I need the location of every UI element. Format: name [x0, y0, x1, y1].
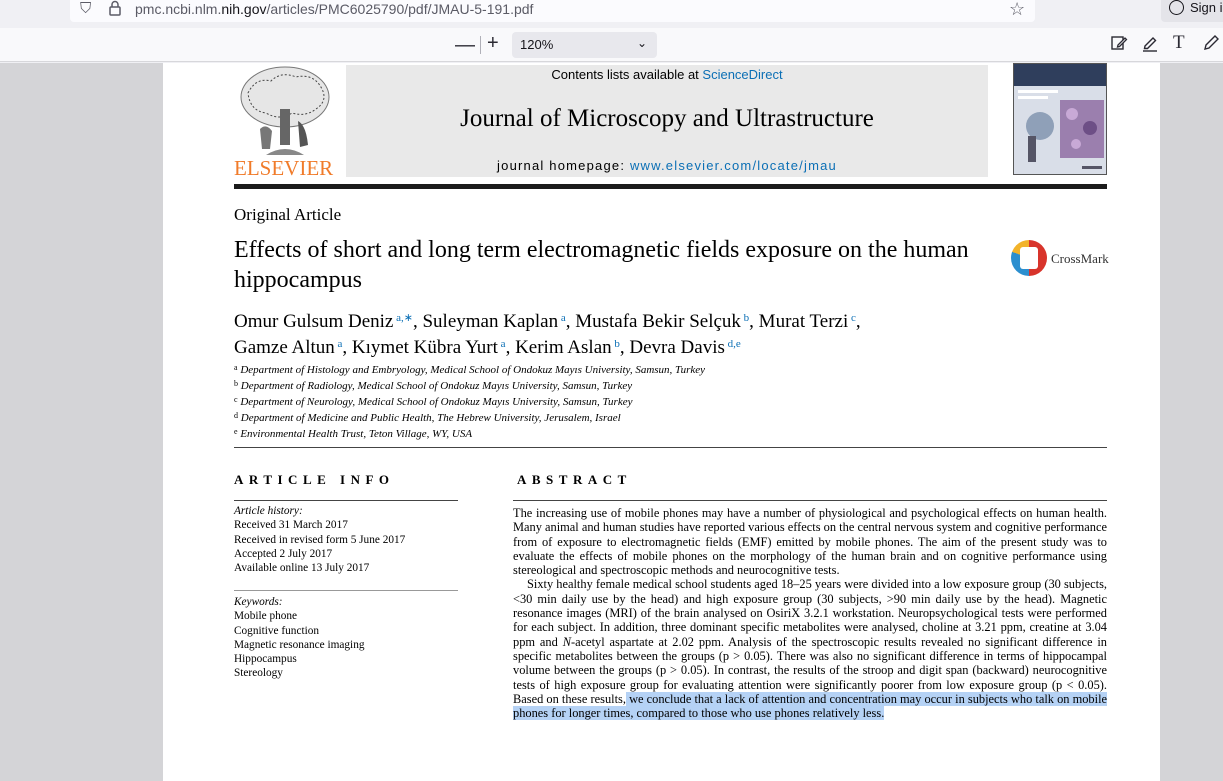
affiliation-item [234, 361, 705, 377]
affiliation-item [234, 425, 705, 441]
affiliation-mark: e [234, 427, 238, 436]
crossmark-badge[interactable] [1011, 239, 1111, 279]
author-affiliation-mark: b [611, 338, 620, 350]
url-domain: nih.gov [221, 1, 267, 17]
contents-line [346, 67, 988, 82]
masthead-rule [234, 184, 1107, 189]
affiliation-mark: c [234, 395, 238, 404]
author-name: Mustafa Bekir Selçuk [575, 311, 741, 332]
author-name: Omur Gulsum Deniz [234, 311, 394, 332]
history-rule [234, 590, 458, 591]
keyword-item: Mobile phone [234, 610, 298, 623]
author-name: Suleyman Kaplan [422, 311, 559, 332]
history-item: Received in revised form 5 June 2017 [234, 533, 406, 546]
article-type: Original Article [234, 205, 342, 224]
homepage-line [346, 158, 988, 173]
abstract-p2-italic: N [562, 634, 571, 649]
bookmark-star-icon[interactable]: ☆ [1009, 0, 1026, 19]
edit-pdf-icon[interactable] [1110, 34, 1128, 57]
crossmark-icon [1011, 240, 1047, 276]
affiliation-item [234, 377, 705, 393]
keyword-item: Cognitive function [234, 624, 320, 637]
text-tool-icon[interactable]: T [1173, 32, 1185, 53]
pdf-toolbar [0, 28, 1223, 62]
author-affiliation-mark: b [740, 312, 750, 324]
lock-icon[interactable] [108, 0, 122, 16]
chevron-down-icon: ⌄ [636, 36, 647, 50]
url-prefix: pmc.ncbi.nlm. [135, 1, 222, 17]
author-name: Kıymet Kübra Yurt [351, 337, 498, 358]
affiliation-mark: a [234, 363, 238, 372]
zoom-value: 120% [520, 37, 554, 52]
crossmark-label: CrossMark [1051, 251, 1109, 266]
zoom-select[interactable] [512, 32, 657, 58]
abstract-p2-text-a: Sixty healthy female medical school students aged 18–25 years were divided into a low exposure group (30 subjects, <30 min daily use by the head) and high exposure group (30 subjects, >90 min daily use by the head). Magnetic resonance images (MRI) of the brain analysed on OsiriX 3.2.1 workstation. Neuropsychological tests were performed for each subject. In addition, three dominant specific metabolites were analysed, choline at 3.21 ppm, creatine at 3.04 ppm and [513, 577, 1107, 649]
affiliation-item [234, 393, 705, 409]
affiliation-list [234, 361, 705, 441]
keywords-label: Keywords: [234, 596, 283, 608]
toolbar-separator [480, 36, 481, 54]
homepage-prefix: journal homepage: [497, 158, 630, 173]
article-info-rule [234, 500, 458, 501]
history-label: Article history: [234, 505, 303, 517]
article-history [234, 504, 405, 575]
author-affiliation-mark: d,e [724, 338, 741, 350]
author-separator: , [505, 337, 516, 358]
pdf-viewer[interactable] [0, 63, 1223, 781]
author-affiliation-mark: c [848, 312, 856, 324]
keyword-item: Hippocampus [234, 653, 297, 666]
sciencedirect-link[interactable]: ScienceDirect [702, 67, 783, 82]
pdf-page [163, 63, 1160, 781]
history-item: Received 31 March 2017 [234, 519, 348, 532]
author-separator: , [565, 311, 576, 332]
draw-icon[interactable] [1202, 34, 1220, 57]
affiliation-mark: d [234, 411, 238, 420]
header-divider [234, 447, 1107, 448]
journal-cover-image [1013, 63, 1107, 175]
affiliation-text: Department of Histology and Embryology, Medical School of Ondokuz Mayıs University, Samsun, Turkey [237, 364, 705, 376]
journal-masthead [346, 65, 988, 177]
author-affiliation-mark: a [558, 312, 566, 324]
author-separator: , [855, 311, 861, 332]
homepage-link[interactable]: www.elsevier.com/locate/jmau [629, 158, 837, 173]
author-separator: , [342, 337, 352, 358]
author-separator: , [619, 337, 630, 358]
article-title: Effects of short and long term electromagnetic fields exposure on the human hippocampus [234, 237, 969, 293]
history-item: Accepted 2 July 2017 [234, 547, 333, 560]
abstract-rule [513, 500, 1107, 501]
affiliation-mark: b [234, 379, 238, 388]
highlight-icon[interactable] [1141, 34, 1159, 57]
sign-in-button[interactable] [1161, 0, 1223, 22]
history-item: Available online 13 July 2017 [234, 562, 370, 575]
elsevier-wordmark: ELSEVIER [234, 156, 334, 180]
author-name: Kerim Aslan [515, 337, 612, 358]
author-affiliation-mark: a [497, 338, 506, 350]
journal-title: Journal of Microscopy and Ultrastructure [460, 105, 874, 132]
keyword-item: Stereology [234, 667, 283, 680]
abstract-body [513, 506, 1107, 720]
sign-in-label: Sign i [1190, 0, 1223, 15]
shield-icon[interactable]: ⛉ [80, 0, 92, 17]
account-icon [1169, 0, 1184, 15]
keyword-list [234, 595, 365, 681]
affiliation-text: Department of Medicine and Public Health, The Hebrew University, Jerusalem, Israel [238, 412, 621, 424]
abstract-paragraph-2 [513, 577, 1107, 720]
author-name: Murat Terzi [758, 311, 849, 332]
author-affiliation-mark: a [334, 338, 343, 350]
keyword-item: Magnetic resonance imaging [234, 638, 365, 651]
selected-text[interactable]: we conclude that a lack of attention and concentration may occur in subjects who talk on mobile phones for longer times, compared to those who use phones relatively less. [513, 691, 1108, 721]
author-separator: , [749, 311, 759, 332]
affiliation-text: Environmental Health Trust, Teton Village, WY, USA [237, 428, 473, 440]
zoom-out-button[interactable]: — [455, 34, 475, 56]
abstract-p2-text-b: -acetyl aspartate at 2.02 ppm. Analysis of the spectroscopic results revealed no significant difference in specific metabolites between the groups (p > 0.05). There was also no significant difference in terms of hippocampal volume between the groups (p > 0.05). In contrast, the results of the stroop and digit span (backward) neurocognitive tests of high exposure group for evaluating attention were significantly poorer from low exposure group (p < 0.05). Based on these results, [513, 634, 1107, 706]
author-line-1 [234, 307, 1004, 333]
author-affiliation-mark: a,∗ [393, 312, 413, 324]
abstract-heading: ABSTRACT [517, 472, 632, 487]
browser-url-bar [0, 0, 1223, 24]
author-separator: , [412, 311, 423, 332]
url-path: /articles/PMC6025790/pdf/JMAU-5-191.pdf [266, 1, 534, 17]
elsevier-tree-logo [236, 65, 334, 157]
author-line-2 [234, 333, 1004, 359]
author-list [234, 307, 1004, 359]
abstract-paragraph-1: The increasing use of mobile phones may have a number of physiological and psychological effects on human health. Many animal and human studies have reported various effects on the central nervous system and cognitive performance from of exposure to electromagnetic fields (EMF) emitted by mobile phones. The aim of the present study was to evaluate the effects of mobile phones on the morphology of the human brain and on cognitive performance using stereological and spectroscopic methods and neurocognitive tests. [513, 506, 1107, 578]
contents-prefix: Contents lists available at [551, 67, 703, 82]
zoom-in-button[interactable]: + [487, 32, 499, 54]
author-name: Gamze Altun [234, 337, 335, 358]
affiliation-text: Department of Radiology, Medical School of Ondokuz Mayıs University, Samsun, Turkey [238, 380, 633, 392]
article-info-heading: ARTICLE INFO [234, 472, 395, 487]
url-text[interactable] [135, 1, 533, 17]
affiliation-item [234, 409, 705, 425]
affiliation-text: Department of Neurology, Medical School of Ondokuz Mayıs University, Samsun, Turkey [237, 396, 633, 408]
author-name: Devra Davis [629, 337, 725, 358]
